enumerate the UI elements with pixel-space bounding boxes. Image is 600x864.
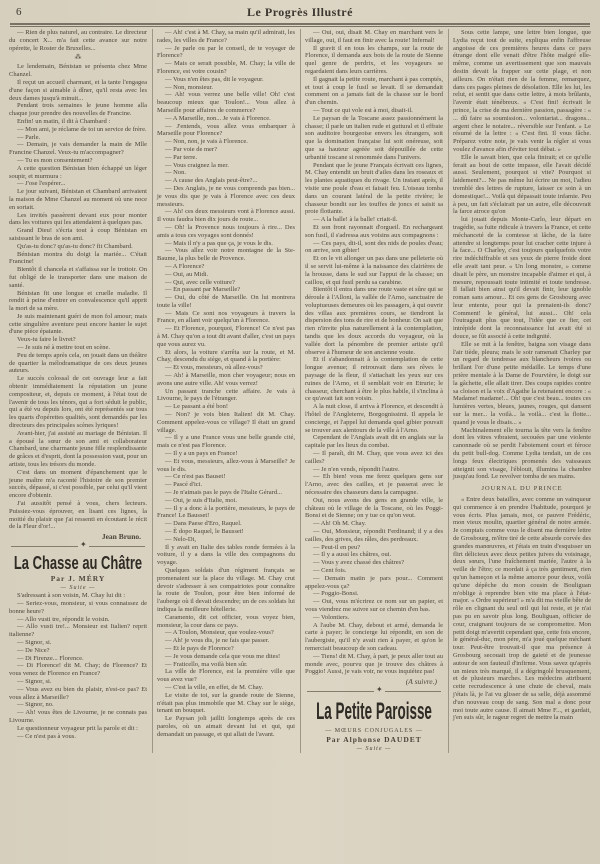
paragraph: S'adressant à son voisin, M. Chay lui dit : — [17, 592, 126, 600]
paragraph: — Non? je vois bien Italien! dit M. Chay. Comment appelez-vous ce village? Il était un grand village. — [157, 411, 295, 434]
paragraph: Oui, nous avons des gens en grande ville, le château où le village de la Toscane, où les Poggi-Bonsi et de Sienne; on y tue ce qu'on veut. — [305, 496, 443, 520]
story-author: Par Alphonse DAUDET — [326, 735, 422, 745]
story-title: La Petite Paroisse — [316, 698, 432, 726]
paragraph: La ville de Florence, est la première ville que vous avez vue? — [157, 668, 295, 684]
paragraph: — Il paraît, dit M. Chay, que vous avez ici des cailles? — [305, 450, 443, 465]
paragraph: — Ah! vous êtes de Livourne, je ne connais pas Livourne. — [9, 709, 147, 724]
paragraph: — Ce n'est pas Bauset! — [165, 473, 226, 481]
paragraph: — Allo vusti tre, répondit le voisin. — [17, 615, 110, 623]
ornamental-divider — [11, 546, 145, 547]
column-4 — [453, 216, 591, 722]
paragraph: — Et vous, messieurs, où allez-vous? — [165, 364, 263, 372]
paragraph: Peu de temps après cela, on jouait dans un théâtre de quartier la mélodramatique de ces deux jeunes auteurs. — [9, 351, 147, 375]
paragraph: — Mon ami, je réclame de toi un service de frère. — [17, 125, 147, 133]
paragraph: — A Marseille, non... Je vais à Florence. — [165, 114, 271, 122]
text-block — [453, 496, 591, 722]
paragraph: — Non, monsieur. — [165, 83, 214, 91]
paragraph: Et son front rayonnait d'orgueil. En rechargeant son fusil, il s'adressa aux voisins aux compagnons : — [305, 223, 443, 239]
text-block — [9, 29, 147, 52]
paragraph: — Oui, je suis d'Italie, moi. — [165, 496, 237, 504]
paragraph: Machinalement elle tourna la tête vers la fenêtre dont les vitres vibraient, secouées par une violente canonnade où se perdit l'aboiement court et féroce du petit bull-dog. Comme Lydia tendait, un de ces longs feux électriques promenés des vaisseaux atteignit son visage, l'éblouit, illumina la chambre jusqu'au fond. Le revolver tomba de ses mains. — [453, 426, 591, 481]
paragraph: Et on le vit allonger un pas dans une pelleterie où il se servit lui-même à la naissance des clairières de la brousse, dans le sud sur l'appui de la chasse; un caillou, et qui fusil perdu sa carabine. — [305, 255, 443, 286]
paragraph: — Par terre. — [165, 153, 197, 161]
paragraph: Elle se mit à la fenêtre, baigna son visage dans l'air tiède, pleura; mais le soir ramenait Charley par un regard de tendresse aux blancheurs ivoires ou brillant l'or d'une petite médaille. Le temps d'une prière mentale à la Dame de Fourvière, le doigt sur la gâchette, elle allait tirer. Des coups rapides contre sa cloison et la voix d'Agathe la retenaient encore : « Madame! madame!... Oh! que c'est beau... toutes ces lumières vertes, bleues, jaunes, rouges, qui dansent sur la mer... la voilà... la voilà... c'est la flotte... quand je vous le disais... » — [453, 340, 591, 426]
paragraph: — Poggio-Bonsi. — [313, 590, 359, 598]
paragraph: — J'ose l'espérer... — [17, 180, 66, 188]
paragraph: — Ah! Oh M. Chay. — [313, 520, 367, 528]
paragraph: — Tiens! dit M. Chay, à part, je peux aller tout au monde avec, pourvu que je trouve des châtres à Poggio! Aussi, je vais voir, ne vous inquiétez pas! — [305, 652, 443, 676]
paragraph: — Allo vusti tre!... Monsieur est Italien? reprit italienne? — [9, 623, 147, 639]
section-break-stars: ⁂ — [74, 53, 82, 62]
paragraph: — Je parle ou par le conseil, de te voyager de Florence? — [157, 44, 295, 60]
article-columns — [9, 29, 591, 753]
paragraph: Caramento, dit cet officier, vous voyez bien, monsieur, la cour dans ce pays. — [157, 613, 295, 629]
paragraph: — Rien de plus naturel, au contraire. Le directeur du concert X... m'a fait cette avance sur notre opérette, le Roster de Bruxelles... — [9, 29, 147, 52]
paragraph: Grand Dieu! s'écria tout à coup Bénistan en saisissant le bras de son ami. — [9, 227, 147, 242]
paragraph: — Ah! c'est à M. Chay, sa main qu'il admirait, les rades, les villes de France? — [157, 29, 295, 44]
paragraph: Il gravit il en tous les champs, sur la route de Florence, il demanda aux bois de la route de Sienne quel genre de perdrix, et les voyageurs se regardaient dans leurs carrières. — [305, 44, 443, 75]
paragraph: C'est dans un moment d'épanchement que le jeune maître m'a raconté l'histoire de son premier succès, dépassé, si c'est possible, par celui qu'il vient encore d'obtenir. — [9, 468, 147, 500]
paragraph: — J'entends, vous allez vous embarquer à Marseille pour Florence? — [157, 122, 295, 138]
paragraph: — Il y a un pays en France! — [165, 450, 238, 458]
paragraph: — Seriez-vous, monsieur, si vous connaissez de bonne heure? — [9, 600, 147, 615]
paragraph: — De Nice? — [17, 646, 50, 654]
paragraph: — Vous allez voir notre montagne de la Ste-Baume, la plus belle de Provence. — [157, 247, 295, 263]
ornamental-divider — [307, 691, 441, 692]
paragraph: J'ai aussitôt pensé à vous, chers lecteurs. Puissiez-vous éprouver, en lisant ces lignes, la moitié du plaisir que j'ai ressenti en écoutant le récit de la Fleur d'or!... — [9, 500, 147, 531]
paragraph: — Pascé d'ici. — [165, 481, 203, 489]
paragraph: — Dans Paese d'Ero, Raquel. — [165, 520, 242, 528]
paragraph: — Vous n'en êtes pas, dit le voyageur. — [165, 75, 264, 83]
paragraph: Et alors, la voiture s'arrêta sur la route, et M. Chay, descendu du siège, et quand à la portière: — [157, 348, 295, 364]
paragraph: A cette question Bénistan bien échappé un léger soupir, et murmura : — [9, 164, 147, 180]
paragraph: — Tu es mon consentement? — [17, 156, 93, 164]
paragraph: — Nelo-Di, — [165, 535, 197, 543]
paragraph: — Volontiers. — [313, 613, 350, 621]
text-block — [453, 216, 591, 481]
story-title: La Chasse au Châtre — [13, 553, 143, 574]
paragraph: Le lendemain, Bénistan se présenta chez Mme Chanzel. — [9, 63, 147, 79]
paragraph: Veux-tu faire le livret? — [17, 336, 76, 344]
section-heading: JOURNAL DU PRINCE — [481, 485, 563, 493]
paragraph: — Signor, no. — [17, 701, 54, 709]
paragraph: Le visite de toi, sur la grande route de Sienne, n'était pas plus immobile que M. Chay sur le siège, tenant un bouquet. — [157, 691, 295, 715]
paragraph: Bénistan montra du doigt la mariée... C'était Francine! — [9, 250, 147, 266]
paragraph: Qu'as-tu donc? qu'as-tu donc? fit Chambard. — [17, 242, 133, 250]
paragraph: — Eh bien! vous me ferez quelques gens sur l'Arno, avec des cailles, et je passerai avec le nécessaire des chasseurs dans la campagne. — [305, 473, 443, 497]
paragraph: — Ces pays, dit-il, sont des nids de poules d'eau; on arrive, son gibier! — [305, 239, 443, 255]
story-continuation: — Suite — — [60, 585, 96, 592]
paragraph: — Mais Ce sont nos voyageurs à travers la France, en allant voir quelqu'un à Florence. — [157, 309, 295, 325]
paragraph: — Oui, au Midi. — [165, 270, 209, 278]
paragraph: — Tout ce qui vole est à moi, disait-il. — [313, 106, 413, 114]
paragraph: — Peut-il en peu? — [313, 543, 361, 551]
story-subtitle: — MŒURS CONJUGALES — — [325, 728, 423, 735]
paragraph: — Je suis né à mettre tout en scène. — [17, 344, 110, 352]
paragraph: « Entre deux batailles, avec comme un vainqueur qui commence à en prendre l'habitude, pourquoi je vous écris. Plus jamais, moi, ce pauvre Frédéric, mon vieux moulin, quartier général de notre armée. Je comptais comme vous le disent ma dernière lettre de Grosbourg, m'être tiré de cette absurde corvée des grandes manœuvres, et j'étais en train d'esquisser un flirt délicieux avec deux petites juives du voisinage, deux sœurs, l'une fraîchement mariée, l'autre à la veille de l'être; ce mordait à ça très gentiment, rien qu'un hameçon et la même amorce pour deux, voilà qu'une dépêche du mon cousin de Bouliguan m'oblige à reprendre bien vite ma place à l'état-major. « Ordre supérieur! » m'a dit ma vieille bête de rôle en clignant du seul œil qui lui reste, et je n'ai pas pu en savoir plus long. Bouliguan, officier de cour, craignant toujours de se compromettre. Mon petit doigt m'avertit cependant que, cette fois encore, le général-duc, mon père, m'a joué quelque méchant tour. Peut-être trouvait-il que ma présence à Grosbourg secouait trop de gaieté et de jeunesse autour de son fauteuil d'infirme. Vous savez qu'après un mieux très marqué, il a dégringolé brusquement, et de plusieurs marches. Les médecins attribuent cette recrudescence à une chute de cheval, mais j'étais là, je l'ai vu glisser de sa selle, déjà assommé d'un nouveau coup de sang. Son mal a donc pour moi toute autre cause. Il aimait Mme F..., et gardait, j'en suis sûr, le rageur regret de mettre la main — [453, 496, 591, 722]
paragraph: — Demain, je vais demander la main de Mlle Francine Chanzel. Veux-tu m'accompagner? — [9, 141, 147, 157]
paragraph: — Di Firenze... Florence. — [17, 654, 84, 662]
paragraph: Enfin! un matin, il dit à Chambard : — [17, 117, 111, 125]
paragraph: — Di Florence! dit M. Chay; de Florence? Et vous venez de Florence en France? — [9, 662, 147, 678]
paragraph: Le paysan de la Toscane assez passionnément la chasse; il parle un italien rude et guttural et il effraie son auditoire bourgeoise envers les étrangers, soit que la domination française lui soit onéreuse, soit que sa hauteur agréée soit dépouillée de cette urbanité toscane si renommée dans l'univers. — [305, 114, 443, 161]
paragraph: — C'est la ville, en effet, de M. Chay. — [165, 683, 264, 691]
paragraph: — Le passant a été bon! — [165, 403, 228, 411]
newspaper-title: Le Progrès Illustré — [247, 5, 353, 19]
paragraph: — Oui, du côté de Marseille. On lui montrera toute la ville! — [157, 294, 295, 309]
paragraph: — Des Anglais, je ne vous comprends pas bien... je vous dis que je vais à Florence avec ces deux messieurs. — [157, 184, 295, 208]
paragraph: — Non, non, je vais à Florence. — [165, 138, 248, 146]
author-signature: Jean Bruno. — [101, 532, 141, 542]
paragraph: — Ah! je vous dis, je ne fais que passer. — [165, 637, 270, 645]
paragraph: — Oui, oui, disait M. Chay en marchant vers le village, oui, il faut en finir avec la route! Infernal! — [305, 29, 443, 44]
paragraph: Cependant de l'Anglais avait dit en anglais sur la capitale par les lieux du combat. — [305, 434, 443, 450]
paragraph: Les invités passèrent devant eux pour monter dans les voitures qui les attendaient à quelques pas. — [9, 211, 147, 227]
paragraph: — Oui, vous m'écrirez ce nom sur un papier, et vous viendrez me suivre sur ce chemin d'en bas. — [305, 598, 443, 613]
story-heading — [9, 546, 147, 592]
paragraph: — Vous craignez la mer. — [165, 161, 229, 169]
paragraph: Il y avait en Italie des tables ronde fermées à la voiture, il y a dans la ville des compagnons du voyage. — [157, 543, 295, 567]
page-number: 6 — [16, 6, 22, 18]
paragraph: Sous cette lampe, une lettre bien longue, que Lydia reçut tout de suite, expliqua enfin l'affreuse angoisse de ces premières heures dans ce pays étrange dont elle venait d'être l'hôte malgré elle-même, comme un avertissement que son mauvais destin devait la frapper sur cette plage, et non ailleurs. On n'était rien de la femme, remarquez, dans ces pages pleines de désolation. Elle les lut, les relut, et sentit que dans cette lettre, à mots brûlants, l'avenir était ténébreux. « C'est fini! écrivait le prince, la crise de ma dernière passion, passagère : « ... dû faire sa soumission... volontariat... dragons... argent chez le notaire... réversible sur l'enfant. » Le résumé de la lettre : « C'est fini. Il vous fâche. Préparez votre note, je vais venir la régler si vous voulez d'avance afin d'éviter tout débat. » — [453, 29, 591, 153]
paragraph: Le jour suivant, Bénistan et Chambard arrivaient la maison de Mme Chanzel au moment où une noce en sortait. — [9, 188, 147, 211]
paragraph: — Parle. — [17, 133, 41, 141]
paragraph: — Il y a une France vous une belle grande cité, mais ce n'est pas Florence. — [157, 434, 295, 450]
paragraph: — Il y a donc à la portière, messieurs, le pays de France! Le Bausset! — [157, 504, 295, 520]
paragraph: — Je n'aimais pas le pays de l'Italie Gérard... — [165, 489, 282, 497]
paragraph: — Signor, si. — [17, 677, 52, 685]
header-rule — [10, 23, 590, 27]
paragraph: — Ah! ces deux messieurs vont à Florence aussi. Il vous faudra bien dix jours de route... — [157, 208, 295, 224]
paragraph: — En passant par Marseille? — [165, 286, 241, 294]
paragraph: A la nuit close, il arriva à Florence, et descendit à l'hôtel de l'Angleterre, Borgognissimi. Il appela le concierge, et l'appel lui demanda quel gibier pouvait se trouver aux alentours de la ville à l'Arno. — [305, 403, 443, 434]
paragraph: Le Paysan joli jaillit longtemps après de ces paroles, où un aimait devant lui et qui, qui demandait un passage, et qui allait de l'avant. — [157, 715, 295, 738]
paragraph: — È dopo Raquel, le Bausset! — [165, 528, 244, 535]
to-be-continued: (A suivre.) — [405, 677, 437, 687]
story-continuation: — Suite — — [356, 746, 392, 753]
paragraph: — Ce n'est pas à vous. — [17, 732, 76, 740]
paragraph: Bientôt il entra dans une route vaste et sûre qui se déroule à l'Alloni, la vallée de l'Arno, sanctuaire de voluptueuses demeures où les passagers, à qui ouvrir des villas aux premières cours, se tiendront la dispersion des tons de rire et de bonheur. On sait que rien n'invite plus naturellement à la contemplation, tandis que les doux accords du voyageur, où la vallée dort la pénombre de premier artiste qu'il observe à l'humeur de son ancienne voute. — [305, 286, 443, 356]
paragraph: — Il y a aussi les châtres, oui. — [313, 551, 392, 559]
paragraph: Pendant que le jeune Français écrivait ces lignes, M. Chay entendit un bruit d'ailes dans les roseaux et les plantes aquatiques du rivage. Un instant après, il visite une poule d'eau et faisait feu. L'oiseau tomba dans un courant latéral de la petite rivière; le chasseur bondit sur les touffes de joncs et saisit sa proie flottante. — [305, 161, 443, 216]
text-block — [9, 63, 147, 531]
paragraph: Quelques soldats d'un régiment français se promenaient sur la place du village. M. Chay crut devoir s'adresser à ses compatriotes pour connaître la route de Toulon, pour être bien informé de l'auberge où il devait descendre; un de ces soldats lui indiqua la meilleure hôtellerie. — [157, 566, 295, 613]
paragraph: — Et Florence, pourquoi, Florence! Ce n'est pas à M. Chay qu'on a tout dit avant d'aller, c'est un pays que vous aurez vu. — [157, 325, 295, 348]
paragraph: — Vous y avez chassé des châtres? — [313, 559, 405, 567]
paragraph: — Je n'en vends, répondit l'autre. — [313, 465, 400, 473]
paragraph: A l'aube M. Chay, debout et armé, demanda le carte à payer; le concierge lui répondit, en son de l'aubergiste, qu'il n'y avait rien à payer, et qu'on le remerciait beaucoup de son cadeau. — [305, 621, 443, 652]
paragraph: — Mais il n'y a pas que ça, je vous le dis. — [165, 239, 273, 247]
paragraph: Un passant tranche cette affaire. Je vais à Livourne, le pays de l'étranger. — [157, 387, 295, 403]
paragraph: — A Florence? — [165, 262, 205, 270]
paragraph: — Mais ce serait possible, M. Chay; la ville de Florence, est votre cousin? — [157, 60, 295, 75]
paragraph: — A la balle! à la balle! criait-il. — [313, 216, 398, 224]
paragraph: Et il s'abandonnait à la contemplation de cette longue avenue; il retrouvait dans ses rêves le paysage de la fleur, il s'attachait les yeux sur ces ruines de l'Arno, et il semblait voir en Etrurie; le chasseur, cherchant à être le plus habile, il s'inclina à ce qu'avait fait son voisin. — [305, 356, 443, 403]
paragraph: — Qui, avec celle voiture? — [165, 278, 235, 286]
paragraph: — Demain matin je pars pour... Comment appelez-vous ça? — [305, 574, 443, 590]
paragraph: Il gagnait la petite route, marchant à pas comptés, et tout à coup le fusil se levait. Il se demandait comment on a jamais fait de la chasse sur le bord d'un chemin. — [305, 75, 443, 107]
paragraph: Il reçut un accueil charmant, et la tante l'engagea d'une façon si aimable à dîner, qu'il resta avec les deux dames jusqu'à minuit... — [9, 78, 147, 102]
paragraph: — Par voie de mer? — [165, 145, 217, 153]
paragraph: — A Toulon, Monsieur, que voulez-vous? — [165, 629, 274, 637]
paragraph: — Non. — [165, 169, 186, 177]
story-author: Par J. MÉRY — [50, 574, 106, 584]
paragraph: — Cent fois. — [313, 566, 347, 574]
text-block — [453, 29, 591, 216]
paragraph: — Signor, si. — [17, 638, 52, 646]
paragraph: Elle le savait bien, que cela finirait; et ce qu'elle ferait au bout de cette impasse, elle l'avait décidé aussi. Seulement, pourquoi si vite? Pourquoi si laidement?... Ne pas même lui écrire un mot, l'adieu tremblé des lettres de rupture, laisser ce soin à un domestique!... Voilà qui dépassait toute infamie. Peu à peu, un fait s'éclairait par un autre, elle découvrait la farce atroce qu'on — [453, 153, 591, 216]
paragraph: — Vous avez eu bien du plaisir, n'est-ce pas? Et vous allez à Marseille? — [9, 685, 147, 701]
paragraph: — A cause des Anglais peut-être?... — [165, 177, 258, 185]
page-header — [0, 0, 600, 29]
paragraph: — Et vous, messieurs, allez-vous à Marseille? Je vous le dis. — [157, 457, 295, 473]
paragraph: — Oh! la Provence nous toujours à rire... Des amis a tous ces voyages sont donnés! — [157, 223, 295, 239]
paragraph: Bientôt il chancela et s'affaissa sur le trottoir. On fut obligé de le transporter dans une maison de santé. — [9, 266, 147, 289]
paragraph: — Je vous demande cela que vous me dites! — [165, 652, 281, 660]
paragraph: Le questionneur voyageur prit la parole et dit : — [17, 724, 138, 732]
paragraph: Le succès colossal de cet ouvrage leur a fait obtenir immédiatement la réputation un jeune compositeur, et, depuis ce moment, à l'état tout de l'avenir de tous les ténors, qui a fort séduit le public, qui a été vu depuis lors, ont été représentés sur tous les quarts d'opérettes qualités, sont demandés par les directeurs des principales scènes lyriques! — [9, 375, 147, 430]
paragraph: — Et le pays de Florence? — [165, 644, 234, 652]
paragraph: — Ah! à Marseille, mon cher voyageur; nous en avons une autre ville. Ah! vous verrez! — [157, 372, 295, 387]
paragraph: — Fraticello, ma voilà bien sûr. — [165, 660, 248, 668]
paragraph: lui jouait depuis Monte-Carlo, leur départ en tragédie, sa fuite ridicule à travers la France, et cette méchanceté de la comtesse si lâche, de la faire attendre si longtemps pour lui cracher cette injure à la face... O Charley, c'est toujours quelquefois votre rire indéchiffrable et ses yeux de pierre froide dont elle avait tant peur. « Un long monstre, » comme disait le père, un monstre incapable d'aimer et qui, à mesure, repoussait toute intimité et toute tendresse. Il fallait bien ainsi qu'il devait finir, leur ignoble roman sans amour... Et ces gens de Grosbourg avec leur entente, pour qui la prenaient-ils donc? Comment! le général, lui aussi... Oh! cela l'outrageait plus que tout, l'idée que ce fier, cet intrépide dont la reconnaissance lui avait été si douce, se fût associé à cette indignité. — [453, 216, 591, 341]
paragraph: Bénistan fit une longue et cruelle maladie. Il rendit à peine d'entrer en convalescence qu'il apprit la mort de sa mère. — [9, 289, 147, 313]
paragraph: Je suis maintenant guéri de mon fol amour; mais cette singulière aventure peut encore hanter le sujet d'une pièce épatante. — [9, 312, 147, 336]
story-heading — [305, 691, 443, 753]
text-block — [305, 115, 443, 676]
paragraph: Pendant trois semaines le jeune homme alla chaque jour prendre des nouvelles de Francine. — [9, 102, 147, 118]
paragraph: Avant-hier, j'ai assisté au mariage de Bénistan. Il a épousé la sœur de son ami et collaborateur Chambard, une charmante jeune fille resplendissante de grâces et d'esprit, dont la possession vaut, pour un artiste, tous les trésors du monde. — [9, 429, 147, 469]
paragraph: — Ah! vous verrez une belle ville! Oh! c'est beaucoup mieux que Toulon!... Vous allez à Marseille pour affaires de commerce? — [157, 91, 295, 114]
paragraph: — Oui, Monsieur, répondit Ferdinand; il y a des cailles, des grives, des râles, des perdreaux. — [305, 528, 443, 543]
